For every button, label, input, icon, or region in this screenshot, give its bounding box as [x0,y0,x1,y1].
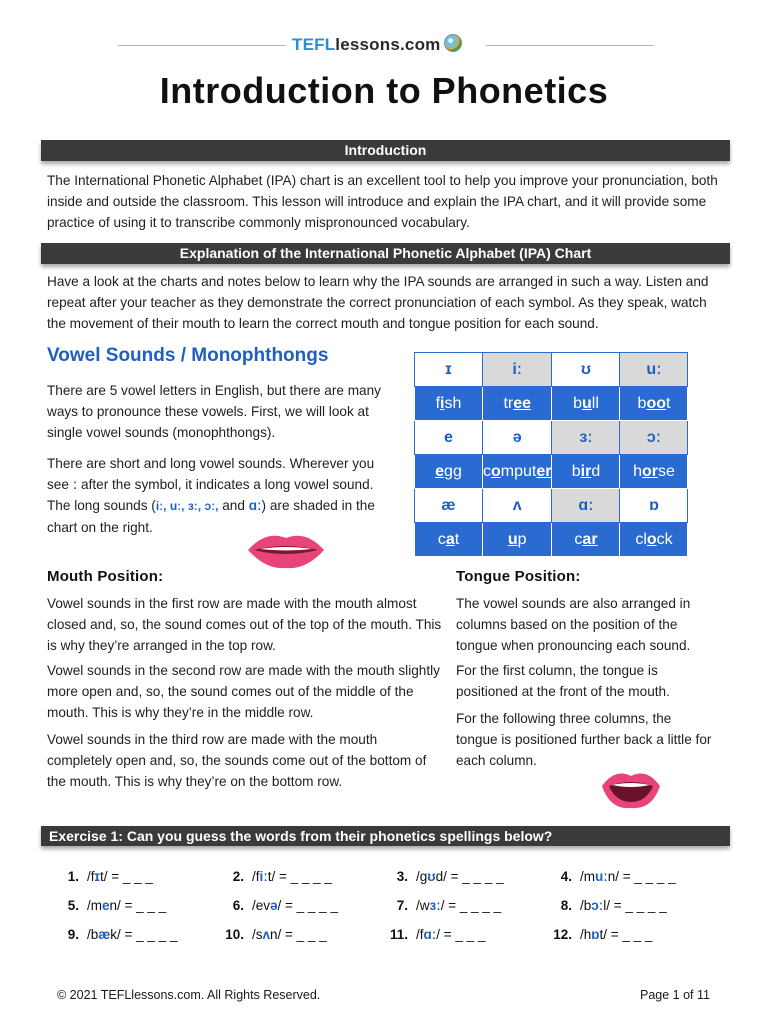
exercise-phonetic [416,869,504,884]
ipa-example-row [415,387,688,421]
vowel-p2-text-a: There are short and long vowel sounds. Wherever you see [47,456,375,492]
example-word-start: c [483,462,491,480]
ipa-example-word [483,455,552,489]
ipa-symbol-cell: ʊ [552,353,620,387]
ipa-symbol-cell: e [415,421,483,455]
ipa-example-word [415,523,483,557]
phonetic-post: / = _ _ _ _ [440,898,502,913]
exercise-phonetic [252,869,332,884]
example-word-vowel: oo [646,394,666,412]
exercise-phonetic [252,898,338,913]
exercise-number: 8. [560,898,572,913]
ipa-example-word [620,387,688,421]
example-word-vowel: u [581,394,592,412]
exercise-item [550,898,667,913]
exercise-phonetic [580,927,652,942]
phonetic-vowel: ʊ [427,869,436,884]
example-word-suffix: er [536,462,552,480]
ipa-symbol-cell: ɪ [415,353,483,387]
exercise-number: 10. [225,927,244,942]
exercise-number: 2. [232,869,244,884]
logo-text-tefl: TEFL [292,35,336,54]
example-word-start: tr [503,394,514,412]
exercise-phonetic [252,927,327,942]
tongue-paragraph-3: For the following three columns, the tongue is positioned further back a little for each column. [456,711,712,768]
vowel-heading: Vowel Sounds / Monophthongs [47,345,329,366]
tongue-paragraph-1: The vowel sounds are also arranged in columns based on the position of the tongue when pronouncing each sound. [456,596,691,653]
exercise-item [386,869,504,884]
ipa-example-word [483,523,552,557]
header-rule-right [486,45,654,46]
vowel-paragraph-2 [47,453,399,538]
phonetic-post: n/ = _ _ _ [270,927,327,942]
section-bar-label: Exercise 1: Can you guess the words from their phonetics spellings below? [49,828,553,844]
phonetic-vowel: ə [270,898,278,913]
exercise-phonetic [416,898,501,913]
phonetic-vowel: iː [259,869,268,884]
ipa-symbol-cell: ɒ [620,489,688,523]
example-word-vowel: i [440,394,445,412]
section-bar-exercise-1 [41,826,730,846]
exercise-item [222,927,327,942]
example-word-start: c [574,530,583,548]
example-word-start: c [437,530,446,548]
phonetic-vowel: e [102,898,110,913]
phonetic-vowel: ɜː [429,898,441,913]
logo-text-lessons: lessons.com [335,35,441,54]
phonetic-post: l/ = _ _ _ _ [603,898,667,913]
ipa-example-word [620,455,688,489]
ipa-example-word [552,387,620,421]
phonetic-vowel: ʌ [262,927,271,942]
tongue-position-heading: Tongue Position: [456,568,581,585]
exercise-phonetic [580,898,667,913]
exercise-number: 3. [396,869,408,884]
phonetic-post: t/ = _ _ _ [599,927,653,942]
exercise-number: 4. [560,869,572,884]
footer-page-number: Page 1 of 11 [640,988,710,1002]
exercise-item [386,898,501,913]
example-word-vowel: e [435,462,445,480]
phonetic-vowel: ɑː [423,927,437,942]
ipa-symbol-cell: iː [483,353,552,387]
exercise-item [57,927,177,942]
phonetic-pre: /b [580,898,592,913]
site-logo [292,34,462,55]
example-word-start: b [637,394,647,412]
long-mark-symbol: ː [72,477,78,492]
exercise-number: 1. [67,869,79,884]
exercise-number: 12. [553,927,572,942]
exercise-phonetic [87,898,166,913]
long-symbols-list: iː, uː, ɜː, ɔː, [155,499,219,513]
phonetic-vowel: ɒ [591,927,600,942]
section-bar-ipa-explanation [41,243,730,264]
ipa-example-row [415,455,688,489]
example-word-end: ll [591,394,599,412]
example-word-vowel: or [641,462,658,480]
ipa-symbol-cell: æ [415,489,483,523]
ipa-example-row [415,523,688,557]
phonetic-post: t/ = _ _ _ [100,869,153,884]
mouth-paragraph-1: Vowel sounds in the first row are made with the mouth almost closed and, so, the sound comes out of the top of the mouth. This is why they’re arranged in the top row. [47,596,442,653]
phonetic-pre: /w [416,898,430,913]
example-word-end: mput [500,462,537,480]
exercise-phonetic [416,927,485,942]
phonetic-pre: /m [87,898,102,913]
phonetic-post: d/ = _ _ _ _ [435,869,504,884]
example-word-end: gg [444,462,462,480]
mouth-position-heading: Mouth Position: [47,568,164,585]
header-rule-left [118,45,286,46]
exercise-number: 9. [67,927,79,942]
example-word-start: f [435,394,441,412]
phonetic-post: n/ = _ _ _ [109,898,167,913]
ipa-symbol-cell: ɔː [620,421,688,455]
phonetic-pre: /f [252,869,260,884]
ipa-symbol-cell: ɑː [552,489,620,523]
example-word-end: p [517,530,527,548]
ipa-symbol-row [415,421,688,455]
example-word-start: b [571,462,581,480]
mouth-paragraph-3: Vowel sounds in the third row are made with the mouth completely open and, so, the sounds come out of the bottom of the mouth. This is why they’re on the bottom row. [47,732,427,789]
example-word-end: d [591,462,601,480]
exercise-number: 7. [396,898,408,913]
phonetic-post: n/ = _ _ _ _ [607,869,676,884]
phonetic-pre: /ev [252,898,271,913]
exercise-phonetic [87,927,177,942]
example-word-end: sh [444,394,462,412]
long-symbol-last: ɑː [248,498,262,513]
exercise-item [222,898,338,913]
exercise-phonetic [580,869,676,884]
ipa-example-word [415,455,483,489]
ipa-symbol-cell: uː [620,353,688,387]
example-word-end: t [454,530,460,548]
phonetic-vowel: uː [595,869,608,884]
ipa-example-word [483,387,552,421]
ipa-symbol-row [415,489,688,523]
example-word-end: se [657,462,675,480]
vowel-p2-text-b: after the symbol, it indicates a long vowel sound. The long sounds ( [47,477,374,513]
phonetic-pre: /b [87,927,99,942]
exercise-item [57,898,166,913]
exercise-item [57,869,153,884]
example-word-start: cl [635,530,647,548]
phonetic-post: / = _ _ _ [436,927,486,942]
example-word-vowel: ee [513,394,532,412]
exercise-item [222,869,332,884]
ipa-example-word [620,523,688,557]
intro-paragraph: The International Phonetic Alphabet (IPA) chart is an excellent tool to help you improve your pronunciation, both inside and outside the classroom. This lesson will introduce and explain the IPA chart, and it will provide some practice of using it to transcribe commonly mispronounced vocabulary. [47,173,718,230]
globe-icon [444,34,462,52]
lips-icon [246,530,326,570]
ipa-example-word [552,523,620,557]
exercise-number: 6. [232,898,244,913]
example-word-vowel: ar [582,530,598,548]
section-bar-introduction [41,140,730,161]
exercise-number: 11. [389,927,408,942]
exercise-item [386,927,485,942]
phonetic-vowel: ɪ [94,869,100,884]
lips-open-icon [600,768,662,810]
example-word-start: b [573,394,582,412]
ipa-example-word [552,455,620,489]
ipa-symbol-cell: ʌ [483,489,552,523]
explanation-paragraph: Have a look at the charts and notes below to learn why the IPA sounds are arranged in such a way. Listen and repeat after your teacher as they demonstrate the correct pronunciation of each symbol. As they speak, watch the movement of their mouth to learn the correct mouth and tongue position for each sound. [47,274,709,331]
tongue-paragraph-2: For the first column, the tongue is positioned at the front of the mouth. [456,663,670,699]
phonetic-post: k/ = _ _ _ _ [110,927,178,942]
ipa-symbol-cell: ə [483,421,552,455]
phonetic-post: t/ = _ _ _ _ [267,869,332,884]
section-bar-label: Explanation of the International Phonetic Alphabet (IPA) Chart [179,245,592,261]
phonetic-pre: /h [580,927,592,942]
phonetic-pre: /m [580,869,595,884]
example-word-end: t [665,394,671,412]
exercise-number: 5. [67,898,79,913]
section-bar-label: Introduction [344,142,427,158]
vowel-paragraph-1: There are 5 vowel letters in English, but there are many ways to pronounce these vowels. First, we will look at single vowel sounds (monophthongs). [47,383,381,440]
mouth-paragraph-2: Vowel sounds in the second row are made with the mouth slightly more open and, so, the sound comes out of the middle of the mouth. This is why they’re in the middle row. [47,663,440,720]
footer-copyright: © 2021 TEFLlessons.com. All Rights Reserved. [57,988,321,1002]
vowel-p2-and: and [222,498,245,513]
phonetic-pre: /s [252,927,263,942]
phonetic-pre: /f [87,869,95,884]
exercise-item [550,869,676,884]
ipa-symbol-row [415,353,688,387]
example-word-vowel: u [507,530,518,548]
example-word-vowel: o [491,462,501,480]
example-word-vowel: ir [580,462,592,480]
phonetic-vowel: ɔː [591,898,604,913]
ipa-symbol-cell: ɜː [552,421,620,455]
example-word-start: h [633,462,642,480]
example-word-end: ck [656,530,673,548]
phonetic-pre: /f [416,927,424,942]
vowel-p2-text-c: ) are shaded in the chart on the right. [47,498,375,535]
phonetic-post: / = _ _ _ _ [277,898,338,913]
page-title: Introduction to Phonetics [159,70,609,111]
phonetic-vowel: æ [98,927,111,942]
example-word-vowel: o [646,530,657,548]
ipa-example-word [415,387,483,421]
exercise-item [550,927,652,942]
exercise-phonetic [87,869,153,884]
phonetic-pre: /g [416,869,428,884]
ipa-vowel-chart [414,352,688,557]
example-word-vowel: a [445,530,455,548]
